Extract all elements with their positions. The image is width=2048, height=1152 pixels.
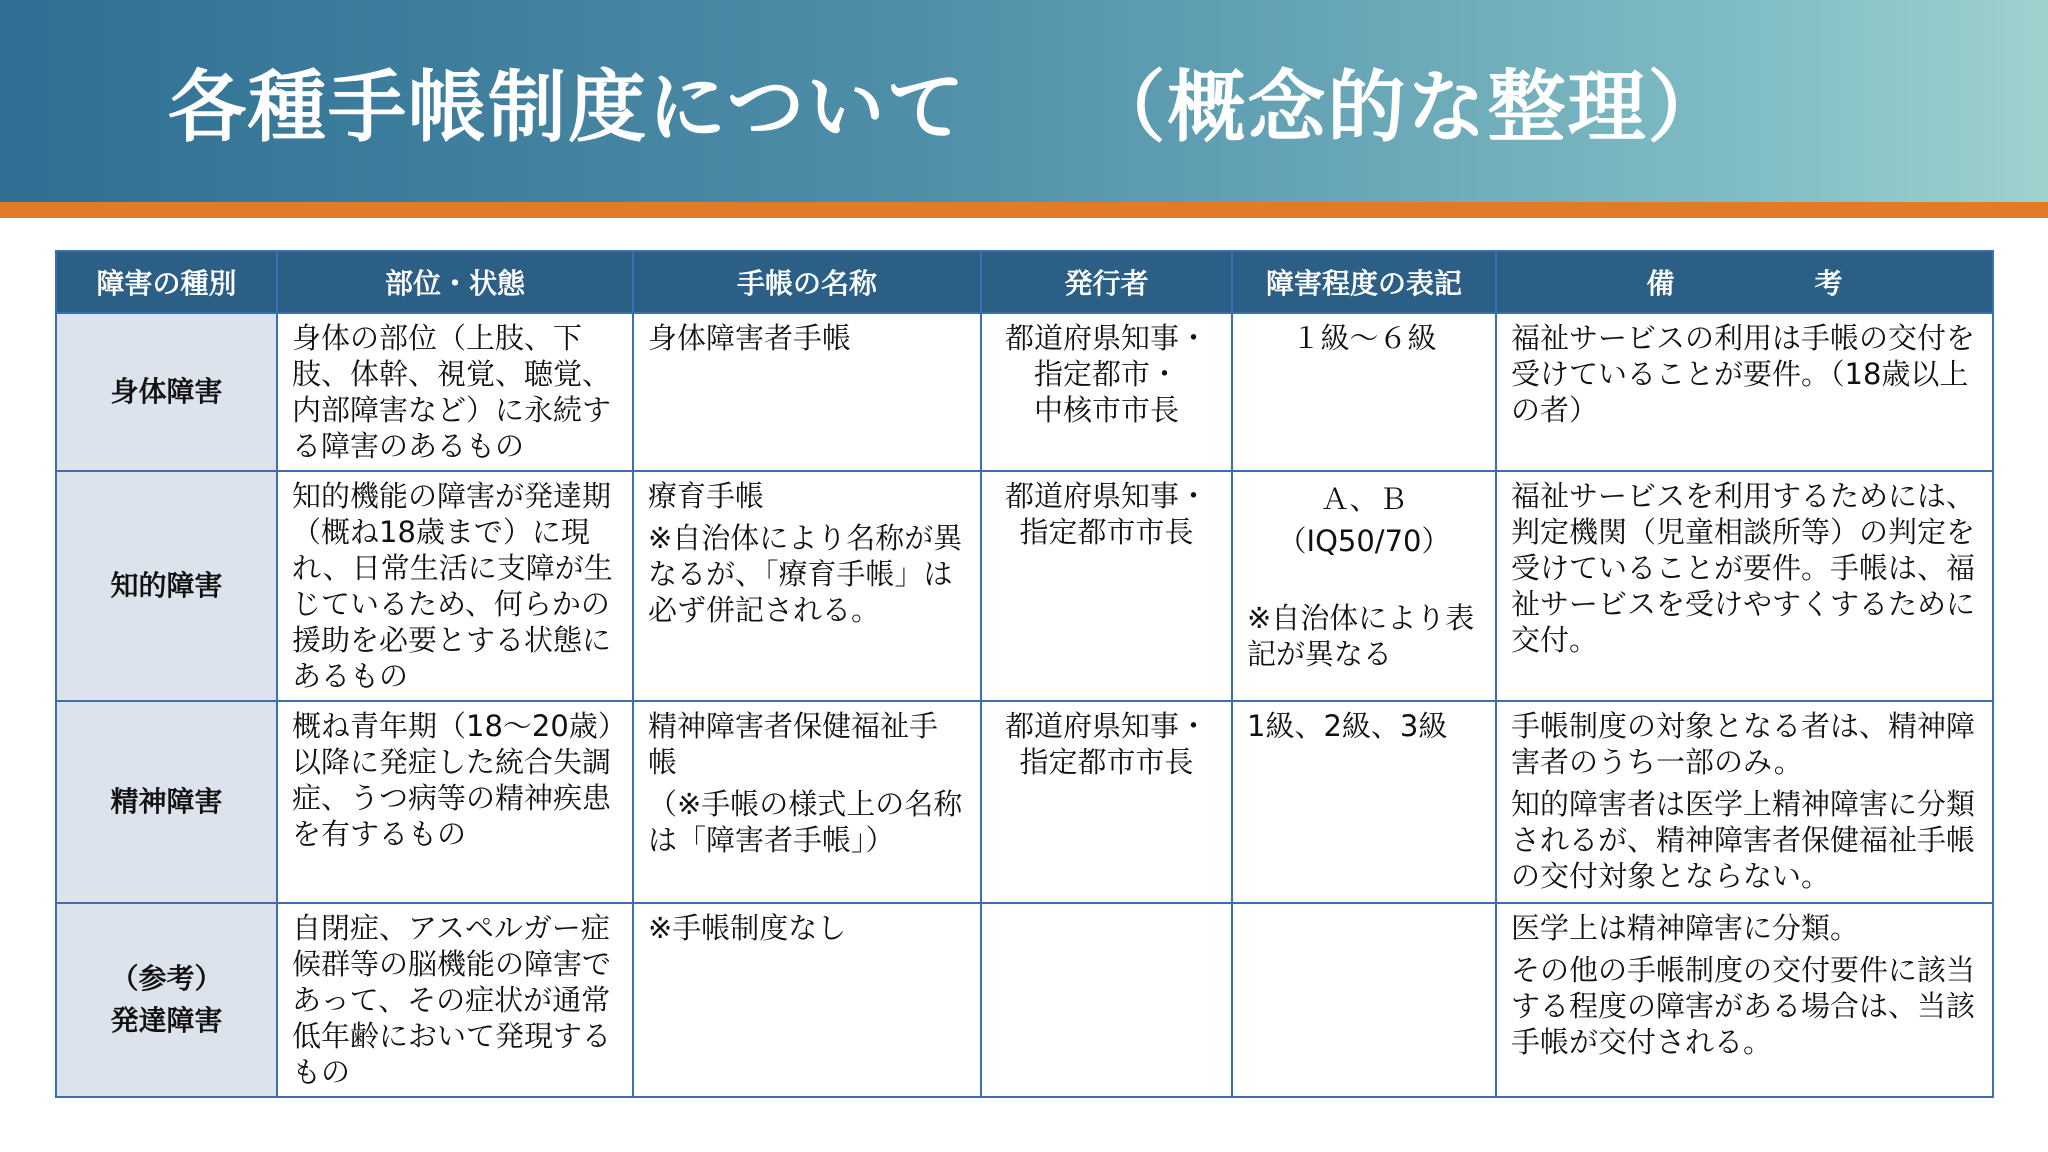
issuer-line: 都道府県知事・ [1004, 479, 1208, 513]
issuer-line: 指定都市市長 [1019, 745, 1194, 779]
degree-cell [1232, 313, 1496, 471]
table-row [56, 471, 1993, 701]
remarks-cell [1496, 701, 1993, 903]
remarks-text: その他の手帳制度の交付要件に該当する程度の障害がある場合は、当該手帳が交付される。 [1511, 953, 1976, 1059]
notebook-text: 精神障害者保健福祉手帳 [648, 709, 939, 779]
category-cell: 精神障害 [56, 701, 277, 903]
header-notebook-name: 手帳の名称 [633, 251, 981, 313]
degree-cell [1232, 903, 1496, 1097]
condition-text: 概ね青年期（18～20歳）以降に発症した統合失調症、うつ病等の精神疾患を有するもの [292, 709, 613, 851]
page-title: 各種手帳制度について （概念的な整理） [168, 63, 1728, 153]
category-cell: 身体障害 [56, 313, 277, 471]
remarks-cell [1496, 313, 1993, 471]
degree-cell [1232, 471, 1496, 701]
degree-note: ※自治体により表記が異なる [1247, 601, 1475, 671]
issuer-line: 中核市市長 [1033, 393, 1179, 427]
issuer-line: 指定都市・ [1033, 357, 1179, 391]
remarks-text: 医学上は精神障害に分類。 [1511, 911, 1860, 945]
remarks-text: 福祉サービスの利用は手帳の交付を受けていることが要件。（18歳以上の者） [1511, 321, 1976, 427]
header-issuer: 発行者 [981, 251, 1232, 313]
notebook-cell [633, 701, 981, 903]
accent-stripe [0, 202, 2048, 218]
degree-text: １級～６級 [1291, 321, 1437, 355]
table-header-row [56, 251, 1993, 313]
category-label: 発達障害 [110, 1004, 223, 1037]
table-row [56, 701, 1993, 903]
remarks-text: 福祉サービスを利用するためには、判定機関（児童相談所等）の判定を受けていることが要件。手帳は、福祉サービスを受けやすくするために交付。 [1511, 479, 1976, 657]
condition-cell [277, 313, 633, 471]
degree-text: （IQ50/70） [1277, 524, 1451, 558]
header-remarks: 備 考 [1496, 251, 1993, 313]
issuer-line: 指定都市市長 [1019, 515, 1194, 549]
degree-cell [1232, 701, 1496, 903]
remarks-text: 手帳制度の対象となる者は、精神障害者のうち一部のみ。 [1511, 709, 1976, 779]
notebook-cell [633, 903, 981, 1097]
category-reference-label: （参考） [110, 962, 223, 995]
category-cell: 知的障害 [56, 471, 277, 701]
category-cell [56, 903, 277, 1097]
notebook-cell [633, 313, 981, 471]
notebook-system-table [55, 250, 1994, 1098]
notebook-text: 身体障害者手帳 [648, 321, 852, 355]
condition-cell [277, 471, 633, 701]
notebook-note: （※手帳の様式上の名称は「障害者手帳」） [648, 787, 963, 857]
condition-cell [277, 701, 633, 903]
remarks-text: 知的障害者は医学上精神障害に分類されるが、精神障害者保健福祉手帳の交付対象とならない。 [1511, 787, 1976, 893]
condition-cell [277, 903, 633, 1097]
table-row [56, 903, 1993, 1097]
remarks-cell [1496, 471, 1993, 701]
notebook-text: ※手帳制度なし [648, 911, 847, 945]
notebook-note: ※自治体により名称が異なるが、「療育手帳」は必ず併記される。 [648, 521, 963, 627]
condition-text: 自閉症、アスペルガー症候群等の脳機能の障害であって、その症状が通常低年齢において発現するもの [292, 911, 612, 1089]
degree-text: Ａ、Ｂ [1320, 482, 1408, 516]
notebook-cell [633, 471, 981, 701]
header-category: 障害の種別 [56, 251, 277, 313]
header-condition: 部位・状態 [277, 251, 633, 313]
issuer-line: 都道府県知事・ [1004, 321, 1208, 355]
table-row [56, 313, 1993, 471]
condition-text: 知的機能の障害が発達期（概ね18歳まで）に現れ、日常生活に支障が生じているため、何らかの援助を必要とする状態にあるもの [292, 479, 613, 693]
notebook-text: 療育手帳 [648, 479, 765, 513]
issuer-cell [981, 903, 1232, 1097]
condition-text: 身体の部位（上肢、下肢、体幹、視覚、聴覚、内部障害など）に永続する障害のあるもの [292, 321, 612, 463]
header-degree: 障害程度の表記 [1232, 251, 1496, 313]
issuer-line: 都道府県知事・ [1004, 709, 1208, 743]
degree-text: 1級、2級、3級 [1247, 709, 1448, 743]
issuer-cell [981, 471, 1232, 701]
remarks-cell [1496, 903, 1993, 1097]
issuer-cell [981, 701, 1232, 903]
issuer-cell [981, 313, 1232, 471]
